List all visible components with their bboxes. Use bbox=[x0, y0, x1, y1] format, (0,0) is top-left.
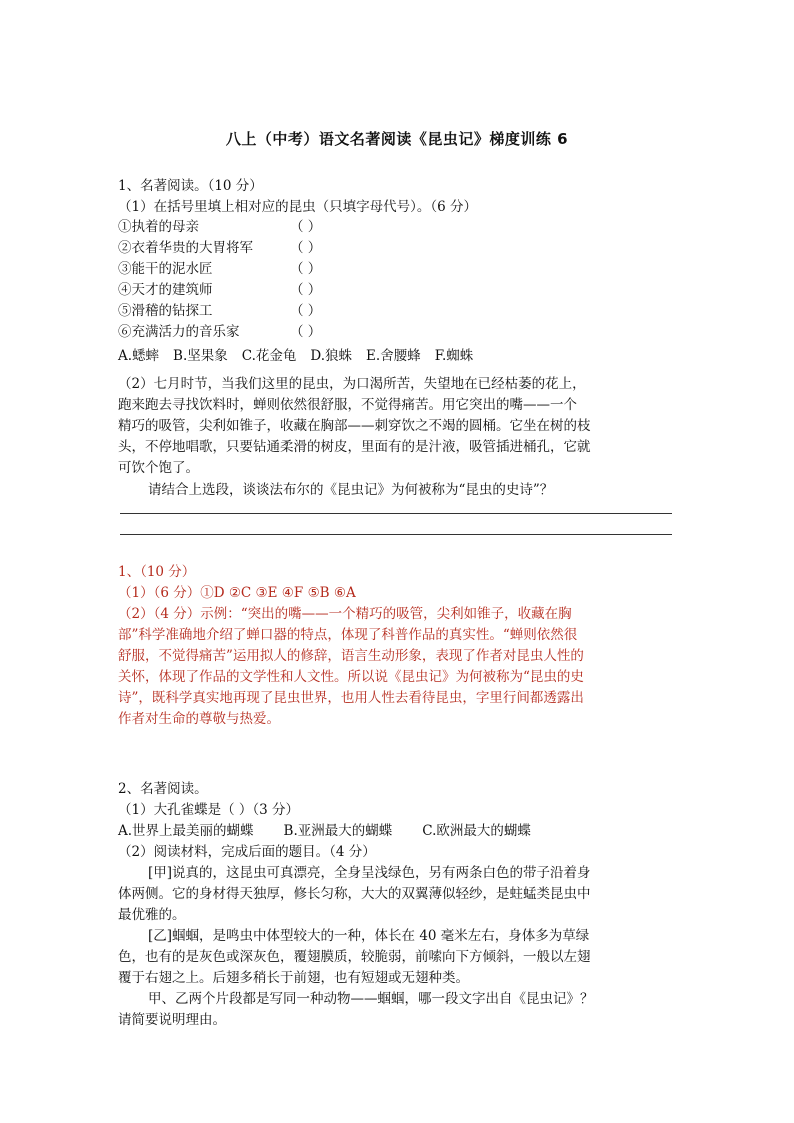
q1-passage-line: 跑来跑去寻找饮料时，蝉则依然很舒服，不觉得痛苦。用它突出的嘴——一个 bbox=[118, 397, 577, 413]
answer1-line: （2）（4 分）示例：“突出的嘴——一个精巧的吸管，尖利如锥子，收藏在胸 bbox=[118, 606, 572, 622]
answer1-line: 舒服，不觉得痛苦”运用拟人的修辞，语言生动形象，表现了作者对昆虫人性的 bbox=[118, 648, 584, 664]
q2-yi-line: [乙]蝈蝈，是鸣虫中体型较大的一种，体长在 40 毫米左右，身体多为草绿 bbox=[148, 928, 590, 944]
answer-line[interactable] bbox=[120, 534, 672, 535]
answer1-line: 关怀，体现了作品的文学性和人文性。所以说《昆虫记》为何被称为“昆虫的史 bbox=[118, 669, 584, 685]
option-a: A.世界上最美丽的蝴蝶 bbox=[118, 823, 254, 839]
answer1-line: 作者对生命的尊敬与热爱。 bbox=[118, 711, 280, 727]
q2-jia-line: [甲]说真的，这昆虫可真漂亮，全身呈浅绿色，另有两条白色的带子沿着身 bbox=[148, 865, 591, 881]
q2-question-line: 请简要说明理由。 bbox=[118, 1012, 226, 1028]
answer1-line: 部”科学准确地介绍了蝉口器的特点，体现了科普作品的真实性。“蝉则依然很 bbox=[118, 627, 578, 643]
match-row bbox=[118, 238, 321, 258]
q1-passage-line: 头，不停地唱歌，只要钻通柔滑的树皮，里面有的是汁液，吸管插进桶孔，它就 bbox=[118, 439, 591, 455]
q2-yi-line: 色，也有的是灰色或深灰色，覆翅膜质，较脆弱，前嗦向下方倾斜，一般以左翅 bbox=[118, 949, 591, 965]
option-d: D.狼蛛 bbox=[310, 348, 353, 364]
answer1-heading: 1、（10 分） bbox=[118, 564, 196, 580]
q2-heading: 2、名著阅读。 bbox=[118, 781, 208, 797]
answer-blank[interactable]: （ ） bbox=[290, 240, 322, 256]
q2-yi-line: 覆于右翅之上。后翅多稍长于前翅，也有短翅或无翅种类。 bbox=[118, 970, 469, 986]
match-row bbox=[118, 301, 321, 321]
q1-heading: 1、名著阅读。（10 分） bbox=[118, 178, 263, 194]
answer-blank[interactable]: （ ） bbox=[290, 324, 322, 340]
answer-blank[interactable]: （ ） bbox=[290, 303, 322, 319]
answer-blank[interactable]: （ ） bbox=[290, 282, 322, 298]
option-b: B.亚洲最大的蝴蝶 bbox=[283, 823, 393, 839]
q1-passage-line: 可饮个饱了。 bbox=[118, 460, 199, 476]
q2-jia-line: 体两侧。它的身材得天独厚，修长匀称，大大的双翼薄似轻纱，是蛀蜢类昆虫中 bbox=[118, 886, 591, 902]
q2-part1: （1）大孔雀蝶是（ ）（3 分） bbox=[118, 802, 300, 818]
option-a: A.蟋蟀 bbox=[118, 348, 160, 364]
q2-options bbox=[118, 821, 678, 841]
q1-options bbox=[118, 346, 678, 366]
option-c: C.花金龟 bbox=[241, 348, 297, 364]
q2-jia-line: 最优雅的。 bbox=[118, 907, 186, 923]
q2-part2-prompt: （2）阅读材料，完成后面的题目。（4 分） bbox=[118, 844, 376, 860]
q1-passage-line: 精巧的吸管，尖利如锥子，收藏在胸部——刺穿饮之不竭的圆桶。它坐在树的枝 bbox=[118, 418, 591, 434]
match-label: ④天才的建筑师 bbox=[118, 282, 213, 298]
option-b: B.坚果象 bbox=[173, 348, 228, 364]
match-label: ①执着的母亲 bbox=[118, 219, 199, 235]
option-e: E.舍腰蜂 bbox=[366, 348, 421, 364]
answer1-part1: （1）（6 分）①D ②C ③E ④F ⑤B ⑥A bbox=[118, 585, 356, 601]
option-f: F.蜘蛛 bbox=[434, 348, 474, 364]
match-row bbox=[118, 322, 321, 342]
match-row bbox=[118, 259, 321, 279]
match-row bbox=[118, 217, 321, 237]
document-title: 八上（中考）语文名著阅读《昆虫记》梯度训练 6 bbox=[225, 130, 569, 148]
match-label: ②衣着华贵的大胃将军 bbox=[118, 240, 253, 256]
answer-blank[interactable]: （ ） bbox=[290, 261, 322, 277]
q2-question-line: 甲、乙两个片段都是写同一种动物——蝈蝈，哪一段文字出自《昆虫记》？ bbox=[148, 991, 594, 1007]
answer1-line: 诗”，既科学真实地再现了昆虫世界，也用人性去看待昆虫，字里行间都透露出 bbox=[118, 690, 584, 706]
option-c: C.欧洲最大的蝴蝶 bbox=[422, 823, 531, 839]
q1-passage-line: （2）七月时节，当我们这里的昆虫，为口渴所苦，失望地在已经枯萎的花上， bbox=[118, 376, 586, 392]
q1-question: 请结合上选段，谈谈法布尔的《昆虫记》为何被称为“昆虫的史诗”？ bbox=[148, 482, 554, 498]
match-row bbox=[118, 280, 321, 300]
match-label: ⑥充满活力的音乐家 bbox=[118, 324, 240, 340]
q1-part1-prompt: （1）在括号里填上相对应的昆虫（只填字母代号）。（6 分） bbox=[118, 199, 477, 215]
answer-line[interactable] bbox=[120, 513, 672, 514]
match-label: ⑤滑稽的钻探工 bbox=[118, 303, 213, 319]
answer-blank[interactable]: （ ） bbox=[290, 219, 322, 235]
match-label: ③能干的泥水匠 bbox=[118, 261, 213, 277]
